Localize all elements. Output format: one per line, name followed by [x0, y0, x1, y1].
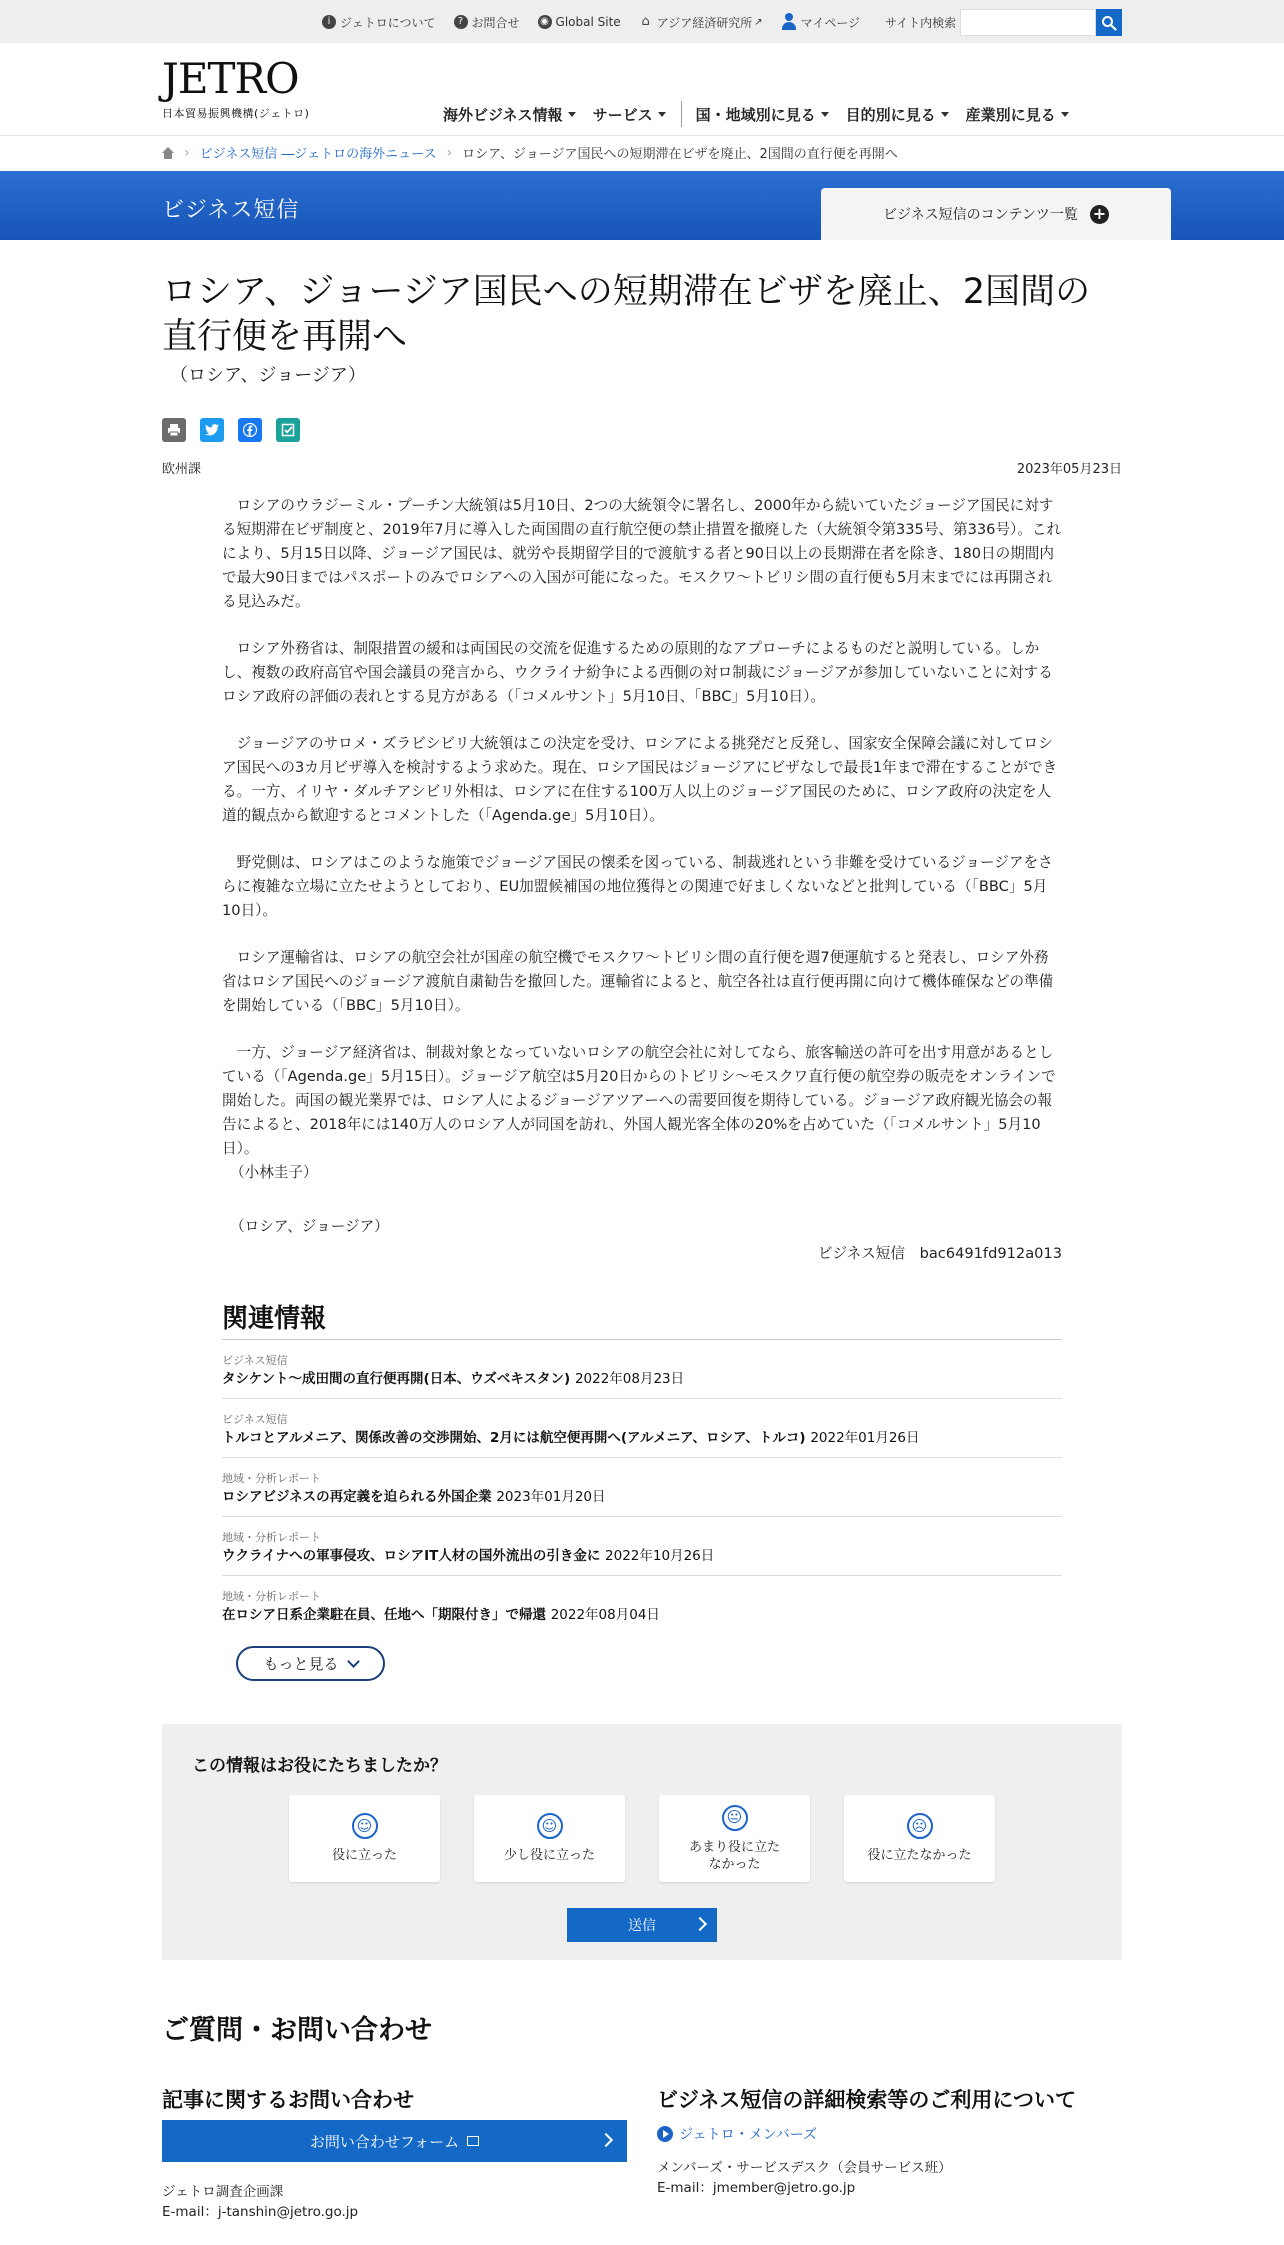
- print-button[interactable]: [162, 418, 186, 442]
- article-region: （ロシア、ジョージア）: [170, 365, 366, 386]
- smile-face-icon: ☺: [352, 1813, 378, 1839]
- building-icon: ⌂: [641, 14, 650, 29]
- nav-by-purpose[interactable]: [846, 104, 949, 125]
- related-item[interactable]: [222, 1576, 1062, 1635]
- breadcrumb-section-link[interactable]: ビジネス短信 ―ジェトロの海外ニュース: [199, 147, 437, 162]
- person-icon: [781, 13, 797, 31]
- caret-down-icon: [568, 112, 576, 117]
- chevron-right-icon: [693, 1917, 707, 1931]
- related-title-row: [222, 1545, 1062, 1567]
- related-title-row: [222, 1427, 1062, 1449]
- jetro-logo[interactable]: [162, 55, 309, 121]
- external-link-icon: ↗: [754, 16, 763, 28]
- contact-dept-name: ジェトロ調査企画課: [162, 2184, 284, 2200]
- hatena-bookmark-button[interactable]: [276, 418, 300, 442]
- check-box-icon: [281, 423, 295, 437]
- nav-services[interactable]: [593, 104, 666, 125]
- utility-bar: [0, 0, 1284, 43]
- section-banner: [0, 171, 1284, 240]
- article-body: [222, 494, 1062, 1184]
- service-desk-info: [657, 2158, 952, 2198]
- feedback-option-label: 役に立たなかった: [867, 1848, 972, 1863]
- related-title-row: [222, 1486, 1062, 1508]
- article-paragraph: ロシア外務省は、制限措置の緩和は両国民の交流を促進するための原則的なアプローチによるものだと説明している。しかし、複数の政府高官や国会議員の発言から、ウクライナ紛争による西側の対ロ制裁にジョージアが参加していないことに対するロシア政府の評価の表れとする見方がある（「コメルサント」5月10日、「BBC」5月10日）。: [222, 640, 1053, 705]
- nav-label: 目的別に見る: [845, 105, 936, 124]
- utility-global-label: Global Site: [555, 15, 621, 29]
- plus-circle-icon: +: [1090, 205, 1109, 224]
- article-paragraph: ジョージアのサロメ・ズラビシビリ大統領はこの決定を受け、ロシアによる挑発だと反発し、国家安全保障会議に対してロシア国民への3カ月ビザ導入を検討するよう求めた。現在、ロシア国民はジョージアにビザなしで最長1年まで滞在することができる。一方、イリヤ・ダルチアシビリ外相は、ロシアに在住する100万人以上のジョージア国民のために、ロシア政府の決定を人道的観点から歓迎するとコメントした（「Agenda.ge」5月10日）。: [222, 735, 1058, 824]
- chevron-right-icon: [599, 2133, 613, 2147]
- related-item[interactable]: [222, 1399, 1062, 1458]
- feedback-question: この情報はお役にたちましたか？: [192, 1756, 447, 1776]
- utility-about-link[interactable]: [322, 14, 436, 31]
- article-title: ロシア、ジョージア国民への短期滞在ビザを廃止、2国間の直行便を再開へ: [162, 272, 1091, 357]
- frown-face-icon: ☹: [907, 1813, 933, 1839]
- contact-heading: ご質問・お問い合わせ: [162, 2015, 432, 2046]
- utility-global-link[interactable]: [538, 15, 621, 29]
- related-category: 地域・分析レポート: [222, 1531, 321, 1544]
- feedback-option-somewhat-helpful[interactable]: [474, 1795, 625, 1882]
- related-title: ロシアビジネスの再定義を迫られる外国企業: [222, 1489, 492, 1505]
- feedback-option-label: あまり役に立たなかった: [688, 1839, 780, 1872]
- twitter-icon: [205, 424, 219, 436]
- nav-label: サービス: [592, 105, 653, 124]
- jetro-members-label: ジェトロ・メンバーズ: [679, 2127, 818, 2143]
- feedback-option-not-helpful[interactable]: [844, 1795, 995, 1882]
- slight-smile-face-icon: ☺: [537, 1813, 563, 1839]
- caret-down-icon: [821, 112, 829, 117]
- article-department: 欧州課: [162, 462, 202, 477]
- logo-wordmark: JETRO: [162, 54, 299, 103]
- related-item[interactable]: [222, 1340, 1062, 1399]
- banner-title: ビジネス短信: [162, 198, 300, 223]
- caret-down-icon: [941, 112, 949, 117]
- article-paragraph: ロシア運輸省は、ロシアの航空会社が国産の航空機でモスクワ～トビリシ間の直行便を週7便運航すると発表し、ロシア外務省はロシア国民へのジョージア渡航自粛勧告を撤回した。運輸省によると、航空各社は直行便再開に向けて機体確保などの準備を開始している（「BBC」5月10日）。: [222, 949, 1054, 1014]
- feedback-panel: [162, 1724, 1122, 1960]
- related-date: 2022年10月26日: [605, 1548, 715, 1564]
- more-button[interactable]: [236, 1646, 385, 1681]
- feedback-submit-button[interactable]: [567, 1908, 717, 1942]
- site-search-label: サイト内検索: [885, 16, 957, 30]
- inquiry-form-label: お問い合わせフォーム: [309, 2132, 460, 2151]
- main-nav: [443, 101, 1086, 127]
- utility-contact-label: お問合せ: [471, 15, 520, 30]
- feedback-option-label: 役に立った: [331, 1848, 397, 1863]
- contents-list-tab[interactable]: [821, 188, 1171, 240]
- breadcrumb-separator-icon: ›: [446, 144, 453, 161]
- new-window-icon: [467, 2136, 479, 2146]
- nav-by-industry[interactable]: [966, 104, 1069, 125]
- info-icon: i: [322, 15, 336, 29]
- related-category: 地域・分析レポート: [222, 1590, 321, 1603]
- nav-label: 国・地域別に見る: [695, 105, 816, 124]
- utility-mypage-link[interactable]: [781, 13, 861, 31]
- feedback-option-helpful[interactable]: [289, 1795, 440, 1882]
- article-inquiry-heading: 記事に関するお問い合わせ: [162, 2088, 414, 2112]
- related-list: [222, 1340, 1062, 1635]
- share-buttons: [162, 418, 314, 442]
- utility-mypage-label: マイページ: [800, 15, 861, 30]
- related-title: ウクライナへの軍事侵攻、ロシアIT人材の国外流出の引き金に: [222, 1548, 601, 1564]
- article-paragraph: ロシアのウラジーミル・プーチン大統領は5月10日、2つの大統領令に署名し、2000年から続いていたジョージア国民に対する短期滞在ビザ制度と、2019年7月に導入した両国間の直行航空便の禁止措置を撤廃した（大統領令第335号、第336号）。これにより、5月15日以降、ジョージア国民は、就労や長期留学目的で渡航する者と90日以上の長期滞在者を除き、180日の期間内で最大90日まではパスポートのみでロシアへの入国が可能になった。モスクワ～トビリシ間の直行便も5月末までには再開される見込みだ。: [222, 497, 1062, 610]
- article-paragraph: 野党側は、ロシアはこのような施策でジョージア国民の懐柔を図っている、制裁逃れという非難を受けているジョージアをさらに複雑な立場に立たせようとしており、EU加盟候補国の地位獲得との関連で好ましくないなどと批判している（「BBC」5月10日）。: [222, 854, 1053, 919]
- search-icon: [1101, 15, 1117, 31]
- article-code: ビジネス短信 bac6491fd912a013: [817, 1245, 1062, 1262]
- related-date: 2023年01月20日: [496, 1489, 606, 1505]
- nav-divider: [681, 101, 682, 127]
- related-date: 2022年08月23日: [574, 1371, 685, 1387]
- related-title: 在ロシア日系企業駐在員、任地へ「期限付き」で帰還: [222, 1607, 546, 1623]
- feedback-option-not-very-helpful[interactable]: [659, 1795, 810, 1882]
- article-author: （小林圭子）: [230, 1164, 318, 1181]
- service-desk-email: E-mail：jmember@jetro.go.jp: [657, 2180, 856, 2196]
- utility-contact-link[interactable]: [454, 14, 520, 31]
- breadcrumb-current: ロシア、ジョージア国民への短期滞在ビザを廃止、2国間の直行便を再開へ: [462, 147, 898, 162]
- contact-email: E-mail：j-tanshin@jetro.go.jp: [162, 2204, 359, 2220]
- neutral-face-icon: 😐: [722, 1805, 748, 1831]
- chevron-down-icon: [347, 1655, 360, 1668]
- question-icon: ?: [454, 15, 468, 29]
- submit-label: 送信: [628, 1918, 656, 1934]
- related-title: タシケント～成田間の直行便再開(日本、ウズベキスタン): [222, 1371, 571, 1387]
- feedback-option-label: 少し役に立った: [503, 1848, 595, 1863]
- globe-icon: ◉: [538, 15, 552, 29]
- site-search-input[interactable]: [960, 9, 1096, 36]
- utility-about-label: ジェトロについて: [340, 15, 436, 30]
- facebook-share-button[interactable]: [238, 418, 262, 442]
- nav-label: 産業別に見る: [965, 105, 1056, 124]
- related-heading: 関連情報: [222, 1304, 327, 1334]
- facebook-icon: [243, 423, 257, 437]
- related-title-row: [222, 1604, 1062, 1626]
- twitter-share-button[interactable]: [200, 418, 224, 442]
- site-header: [0, 43, 1284, 136]
- search-usage-heading: ビジネス短信の詳細検索等のご利用について: [657, 2088, 1076, 2112]
- nav-label: 海外ビジネス情報: [443, 105, 563, 124]
- article-region-footer: （ロシア、ジョージア）: [230, 1218, 389, 1235]
- related-title: トルコとアルメニア、関係改善の交渉開始、2月には航空便再開へ(アルメニア、ロシア、トルコ): [222, 1430, 806, 1446]
- related-category: ビジネス短信: [222, 1413, 288, 1426]
- nav-by-country[interactable]: [696, 104, 829, 125]
- jetro-members-link[interactable]: [657, 2124, 817, 2144]
- play-circle-icon: [657, 2126, 673, 2142]
- more-label: もっと見る: [263, 1655, 339, 1673]
- site-search-button[interactable]: [1096, 9, 1122, 36]
- inquiry-form-button[interactable]: [162, 2120, 627, 2162]
- caret-down-icon: [1061, 112, 1069, 117]
- contact-department: [162, 2182, 358, 2222]
- article-date: 2023年05月23日: [1016, 462, 1122, 477]
- feedback-options: [289, 1795, 1029, 1882]
- related-item[interactable]: [222, 1458, 1062, 1517]
- related-category: 地域・分析レポート: [222, 1472, 321, 1485]
- utility-ide-label: アジア経済研究所: [656, 15, 753, 30]
- contents-list-label: ビジネス短信のコンテンツ一覧: [883, 207, 1078, 223]
- print-icon: [167, 423, 181, 437]
- home-icon[interactable]: [162, 147, 174, 159]
- service-desk-name: メンバーズ・サービスデスク（会員サービス班）: [657, 2160, 952, 2176]
- nav-overseas-business[interactable]: [443, 104, 576, 125]
- related-item[interactable]: [222, 1517, 1062, 1576]
- related-date: 2022年08月04日: [550, 1607, 660, 1623]
- utility-links: [322, 13, 878, 31]
- breadcrumb: [162, 143, 898, 162]
- caret-down-icon: [658, 112, 666, 117]
- article-paragraph: 一方、ジョージア経済省は、制裁対象となっていないロシアの航空会社に対してなら、旅客輸送の許可を出す用意があるとしている（「Agenda.ge」5月15日）。ジョージア航空は5月20日からのトビリシ～モスクワ直行便の航空券の販売をオンラインで開始した。両国の観光業界では、ロシア人によるジョージアツアーへの需要回復を期待している。ジョージア政府観光協会の報告によると、2018年には140万人のロシア人が同国を訪れ、外国人観光客全体の20%を占めていた（「コメルサント」5月10日）。: [222, 1044, 1056, 1157]
- related-title-row: [222, 1368, 1062, 1390]
- breadcrumb-separator-icon: ›: [184, 144, 190, 161]
- related-date: 2022年01月26日: [810, 1430, 920, 1446]
- logo-subtitle: 日本貿易振興機構(ジェトロ): [162, 107, 310, 120]
- related-category: ビジネス短信: [222, 1354, 288, 1367]
- utility-ide-link[interactable]: [639, 14, 763, 31]
